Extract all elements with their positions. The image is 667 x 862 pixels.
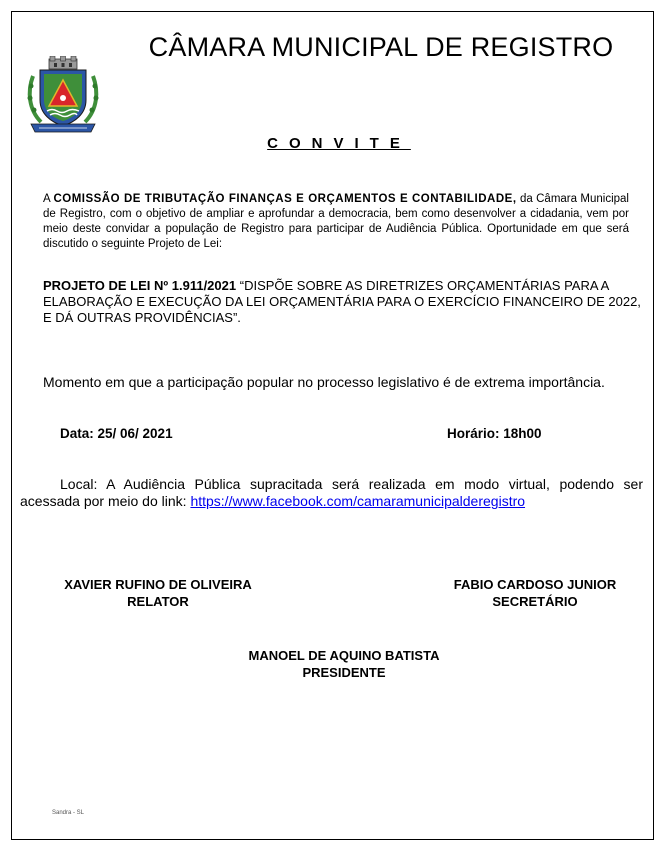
- signature-role: SECRETÁRIO: [492, 594, 578, 609]
- facebook-link[interactable]: https://www.facebook.com/camaramunicipalderegistro: [190, 493, 526, 509]
- signature-president: [200, 647, 488, 681]
- signature-role: PRESIDENTE: [302, 665, 386, 680]
- hearing-date: Data: 25/ 06/ 2021: [60, 426, 173, 441]
- signature-role: RELATOR: [127, 594, 189, 609]
- bill-paragraph: [43, 278, 646, 326]
- signature-relator: [40, 576, 276, 610]
- hearing-time: Horário: 18h00: [447, 426, 542, 441]
- footer-note: Sandra - SL: [52, 810, 85, 816]
- committee-name: COMISSÃO DE TRIBUTAÇÃO FINANÇAS E ORÇAMENTOS E CONTABILIDADE,: [53, 193, 517, 205]
- bill-number: PROJETO DE LEI Nº 1.911/2021: [43, 278, 237, 293]
- intro-paragraph: [43, 192, 629, 252]
- bill-description: “DISPÕE SOBRE AS DIRETRIZES ORÇAMENTÁRIAS PARA A ELABORAÇÃO E EXECUÇÃO DA LEI ORÇAMENTÁRIA PARA O EXERCÍCIO FINANCEIRO DE 2022, E DÁ OUTRAS PROVIDÊNCIAS”.: [43, 278, 641, 325]
- invite-heading: [0, 135, 667, 152]
- location-paragraph: [20, 476, 643, 510]
- signature-name: MANOEL DE AQUINO BATISTA: [248, 648, 440, 663]
- location-text: Local: A Audiência Pública supracitada será realizada em modo virtual, podendo ser acessada por meio do link:: [20, 476, 643, 509]
- intro-text: da Câmara Municipal de Registro, com o objetivo de ampliar e aprofundar a democracia, bem como desenvolver a cidadania, vem por meio deste convidar a população de Registro para participar de Audiência Pública. Oportunidade em que será discutido o seguinte Projeto de Lei:: [43, 193, 629, 250]
- municipal-coat-of-arms-icon: [25, 56, 101, 136]
- page-title: CÂMARA MUNICIPAL DE REGISTRO: [148, 32, 614, 62]
- signature-secretary: [440, 576, 630, 610]
- invite-heading-text: CONVITE: [267, 135, 411, 152]
- signature-name: FABIO CARDOSO JUNIOR: [453, 577, 617, 592]
- moment-statement: Momento em que a participação popular no processo legislativo é de extrema importância.: [43, 374, 605, 390]
- intro-lead: A: [43, 193, 51, 205]
- signature-name: XAVIER RUFINO DE OLIVEIRA: [64, 577, 252, 592]
